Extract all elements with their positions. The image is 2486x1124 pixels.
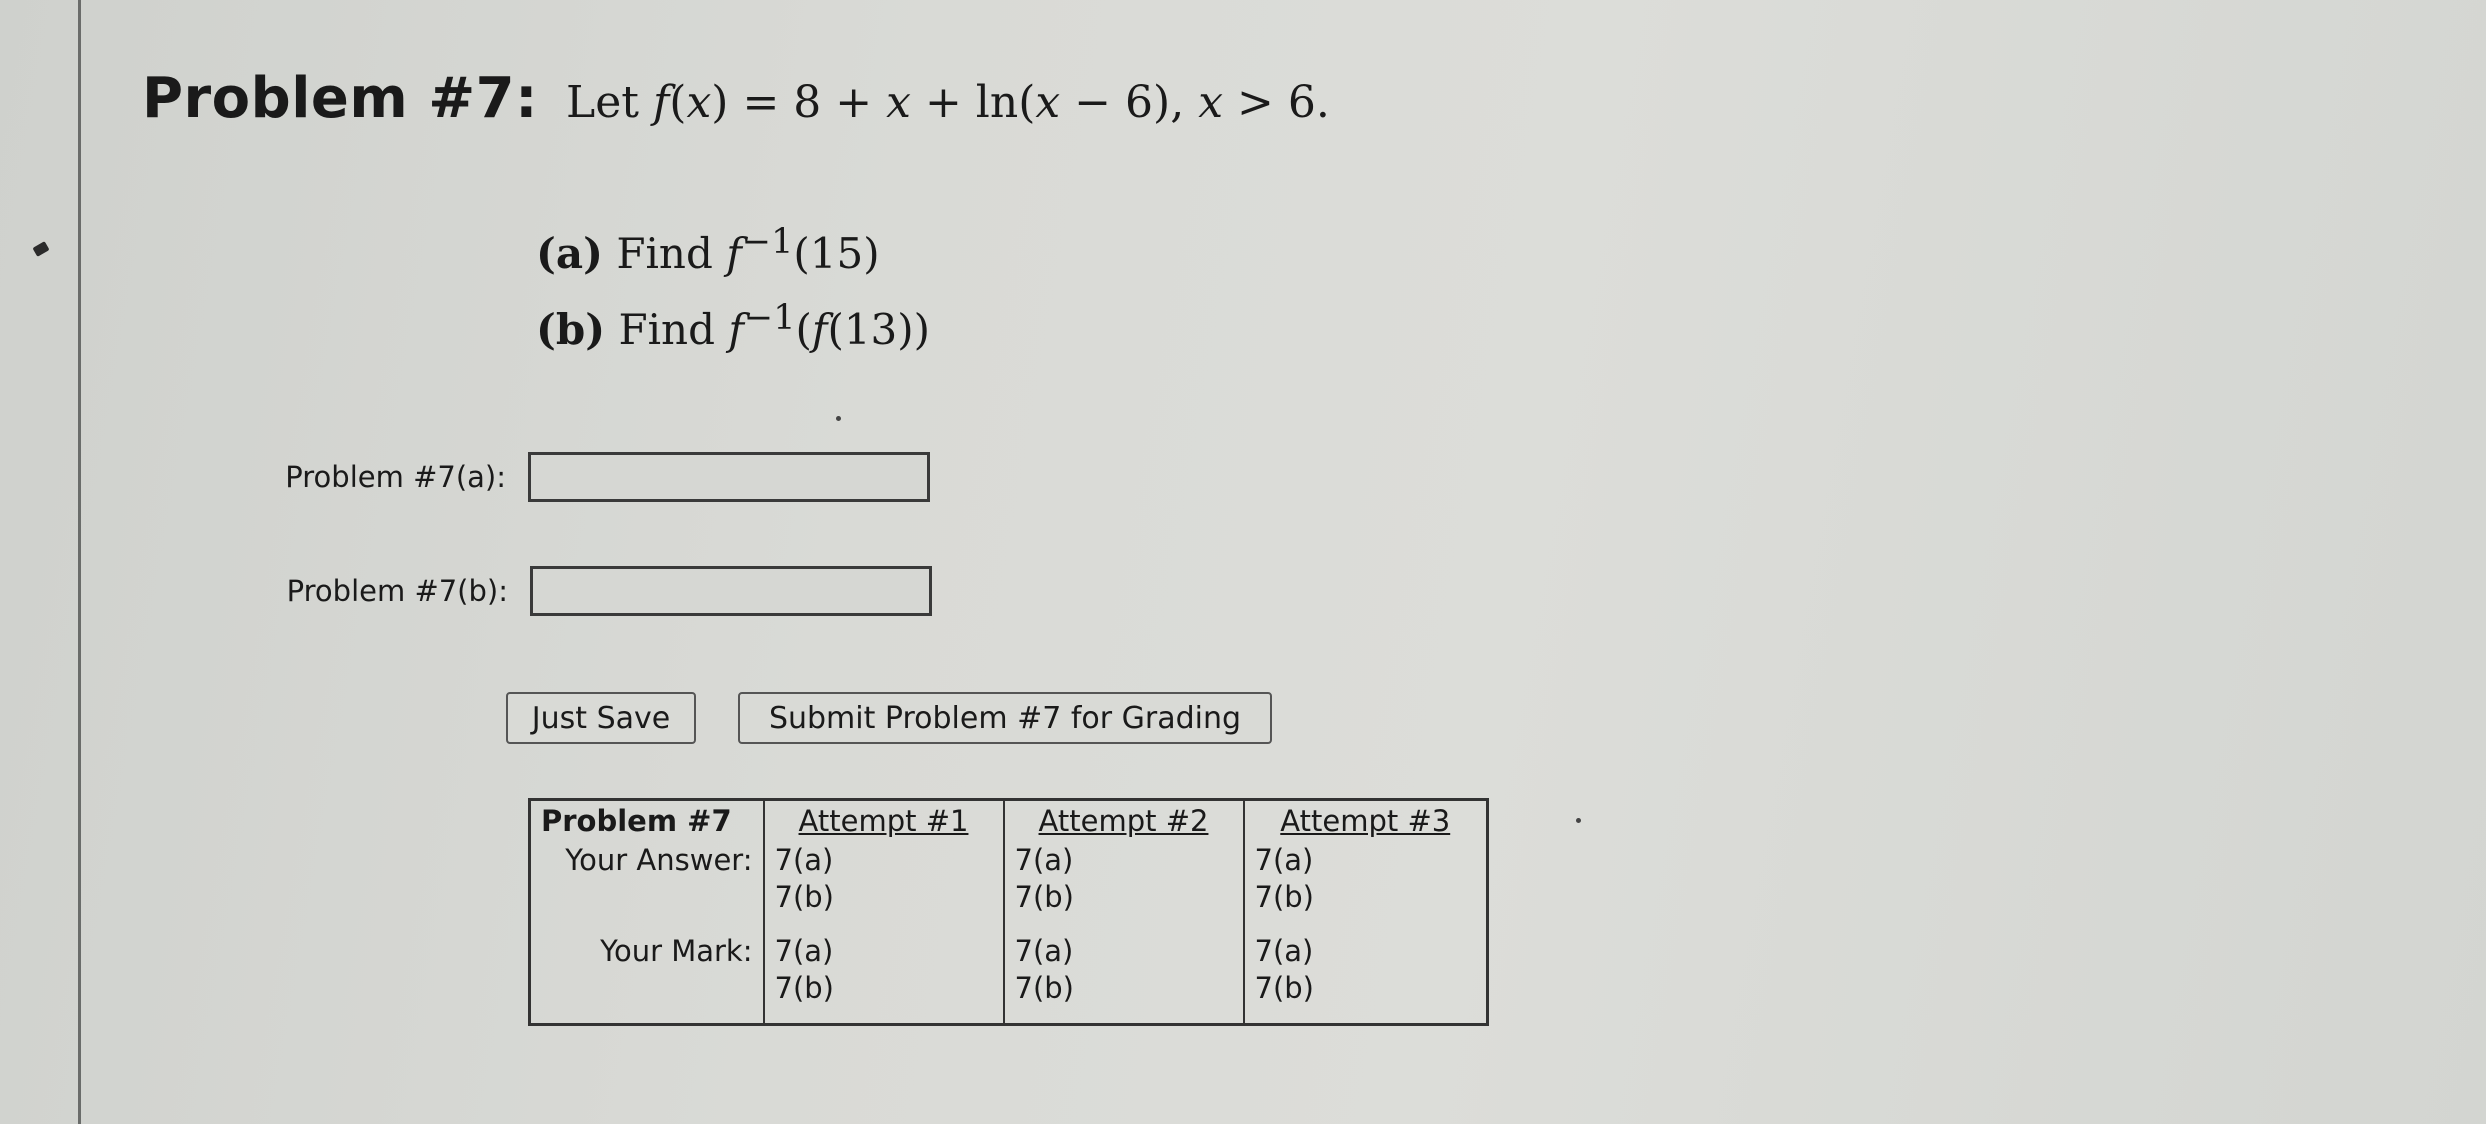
table-row-your-answer (530, 840, 1488, 931)
row-label-your-mark: Your Mark: (530, 931, 764, 1024)
part-a-inverse: −1 (741, 222, 794, 262)
part-a-label: (a) (536, 229, 603, 278)
statement-x: x (886, 77, 911, 128)
problem-statement: Let f(x) = 8 + x + ln(x − 6), x > 6. (566, 77, 1330, 128)
answer-cell-attempt-3 (1244, 840, 1488, 931)
just-save-button[interactable]: Just Save (506, 692, 696, 744)
statement-condition: > 6. (1223, 77, 1330, 128)
part-a-f: f (726, 229, 742, 278)
part-b-inverse: −1 (743, 298, 796, 338)
problem-title: Problem #7: (142, 66, 539, 131)
table-header-attempt-3[interactable]: Attempt #3 (1244, 800, 1488, 841)
mark-cell-attempt-1 (764, 931, 1004, 1024)
mark-cell-attempt-2 (1004, 931, 1244, 1024)
statement-mid: + ln( (910, 77, 1036, 128)
table-header-attempt-1[interactable]: Attempt #1 (764, 800, 1004, 841)
part-b-inner-f: f (811, 305, 828, 354)
answer-row-b (162, 566, 932, 616)
answer-input-a[interactable] (528, 452, 930, 502)
cell-part-b: 7(b) (1014, 971, 1074, 1006)
cell-part-a: 7(a) (774, 934, 834, 969)
part-b (536, 280, 930, 356)
statement-x: x (1198, 77, 1224, 128)
mark-cell-attempt-3 (1244, 931, 1488, 1024)
statement-f: f (652, 77, 670, 128)
submit-grading-button[interactable]: Submit Problem #7 for Grading (738, 692, 1272, 744)
problem-header (142, 66, 1330, 131)
answer-row-a (160, 452, 930, 502)
cell-part-b: 7(b) (1014, 880, 1074, 914)
answer-input-b[interactable] (530, 566, 932, 616)
statement-eq: = 8 + (728, 77, 887, 128)
cell-part-b: 7(b) (1254, 971, 1314, 1006)
cell-part-a: 7(a) (774, 843, 834, 877)
statement-tail: − 6), (1060, 77, 1199, 128)
row-label-your-answer: Your Answer: (530, 840, 764, 931)
statement-x: x (686, 77, 712, 128)
part-a-arg: (15) (793, 229, 880, 278)
cell-part-a: 7(a) (1254, 934, 1314, 969)
cell-part-a: 7(a) (1254, 843, 1314, 877)
part-b-arg-open: ( (795, 305, 812, 354)
part-b-find: Find (618, 305, 715, 354)
table-row-your-mark (530, 931, 1488, 1024)
answer-cell-attempt-2 (1004, 840, 1244, 931)
problem-parts (536, 204, 930, 356)
table-header-attempt-2[interactable]: Attempt #2 (1004, 800, 1244, 841)
answer-cell-attempt-1 (764, 840, 1004, 931)
cell-part-b: 7(b) (1254, 880, 1314, 914)
part-a (536, 204, 930, 280)
attempts-table (528, 798, 1489, 1026)
cell-part-a: 7(a) (1014, 843, 1074, 877)
statement-let: Let (566, 77, 639, 128)
answer-label-a: Problem #7(a): (285, 460, 506, 494)
part-a-find: Find (616, 229, 713, 278)
statement-x: x (1035, 77, 1061, 128)
cell-part-a: 7(a) (1014, 934, 1074, 969)
answer-label-b: Problem #7(b): (286, 574, 508, 608)
table-header-problem: Problem #7 (530, 800, 764, 841)
part-b-arg-close: (13)) (827, 305, 931, 354)
cell-part-b: 7(b) (774, 971, 834, 1006)
part-b-label: (b) (536, 305, 606, 354)
attempts-header-row (530, 800, 1488, 841)
cell-part-b: 7(b) (774, 880, 834, 914)
part-b-f: f (728, 305, 744, 354)
